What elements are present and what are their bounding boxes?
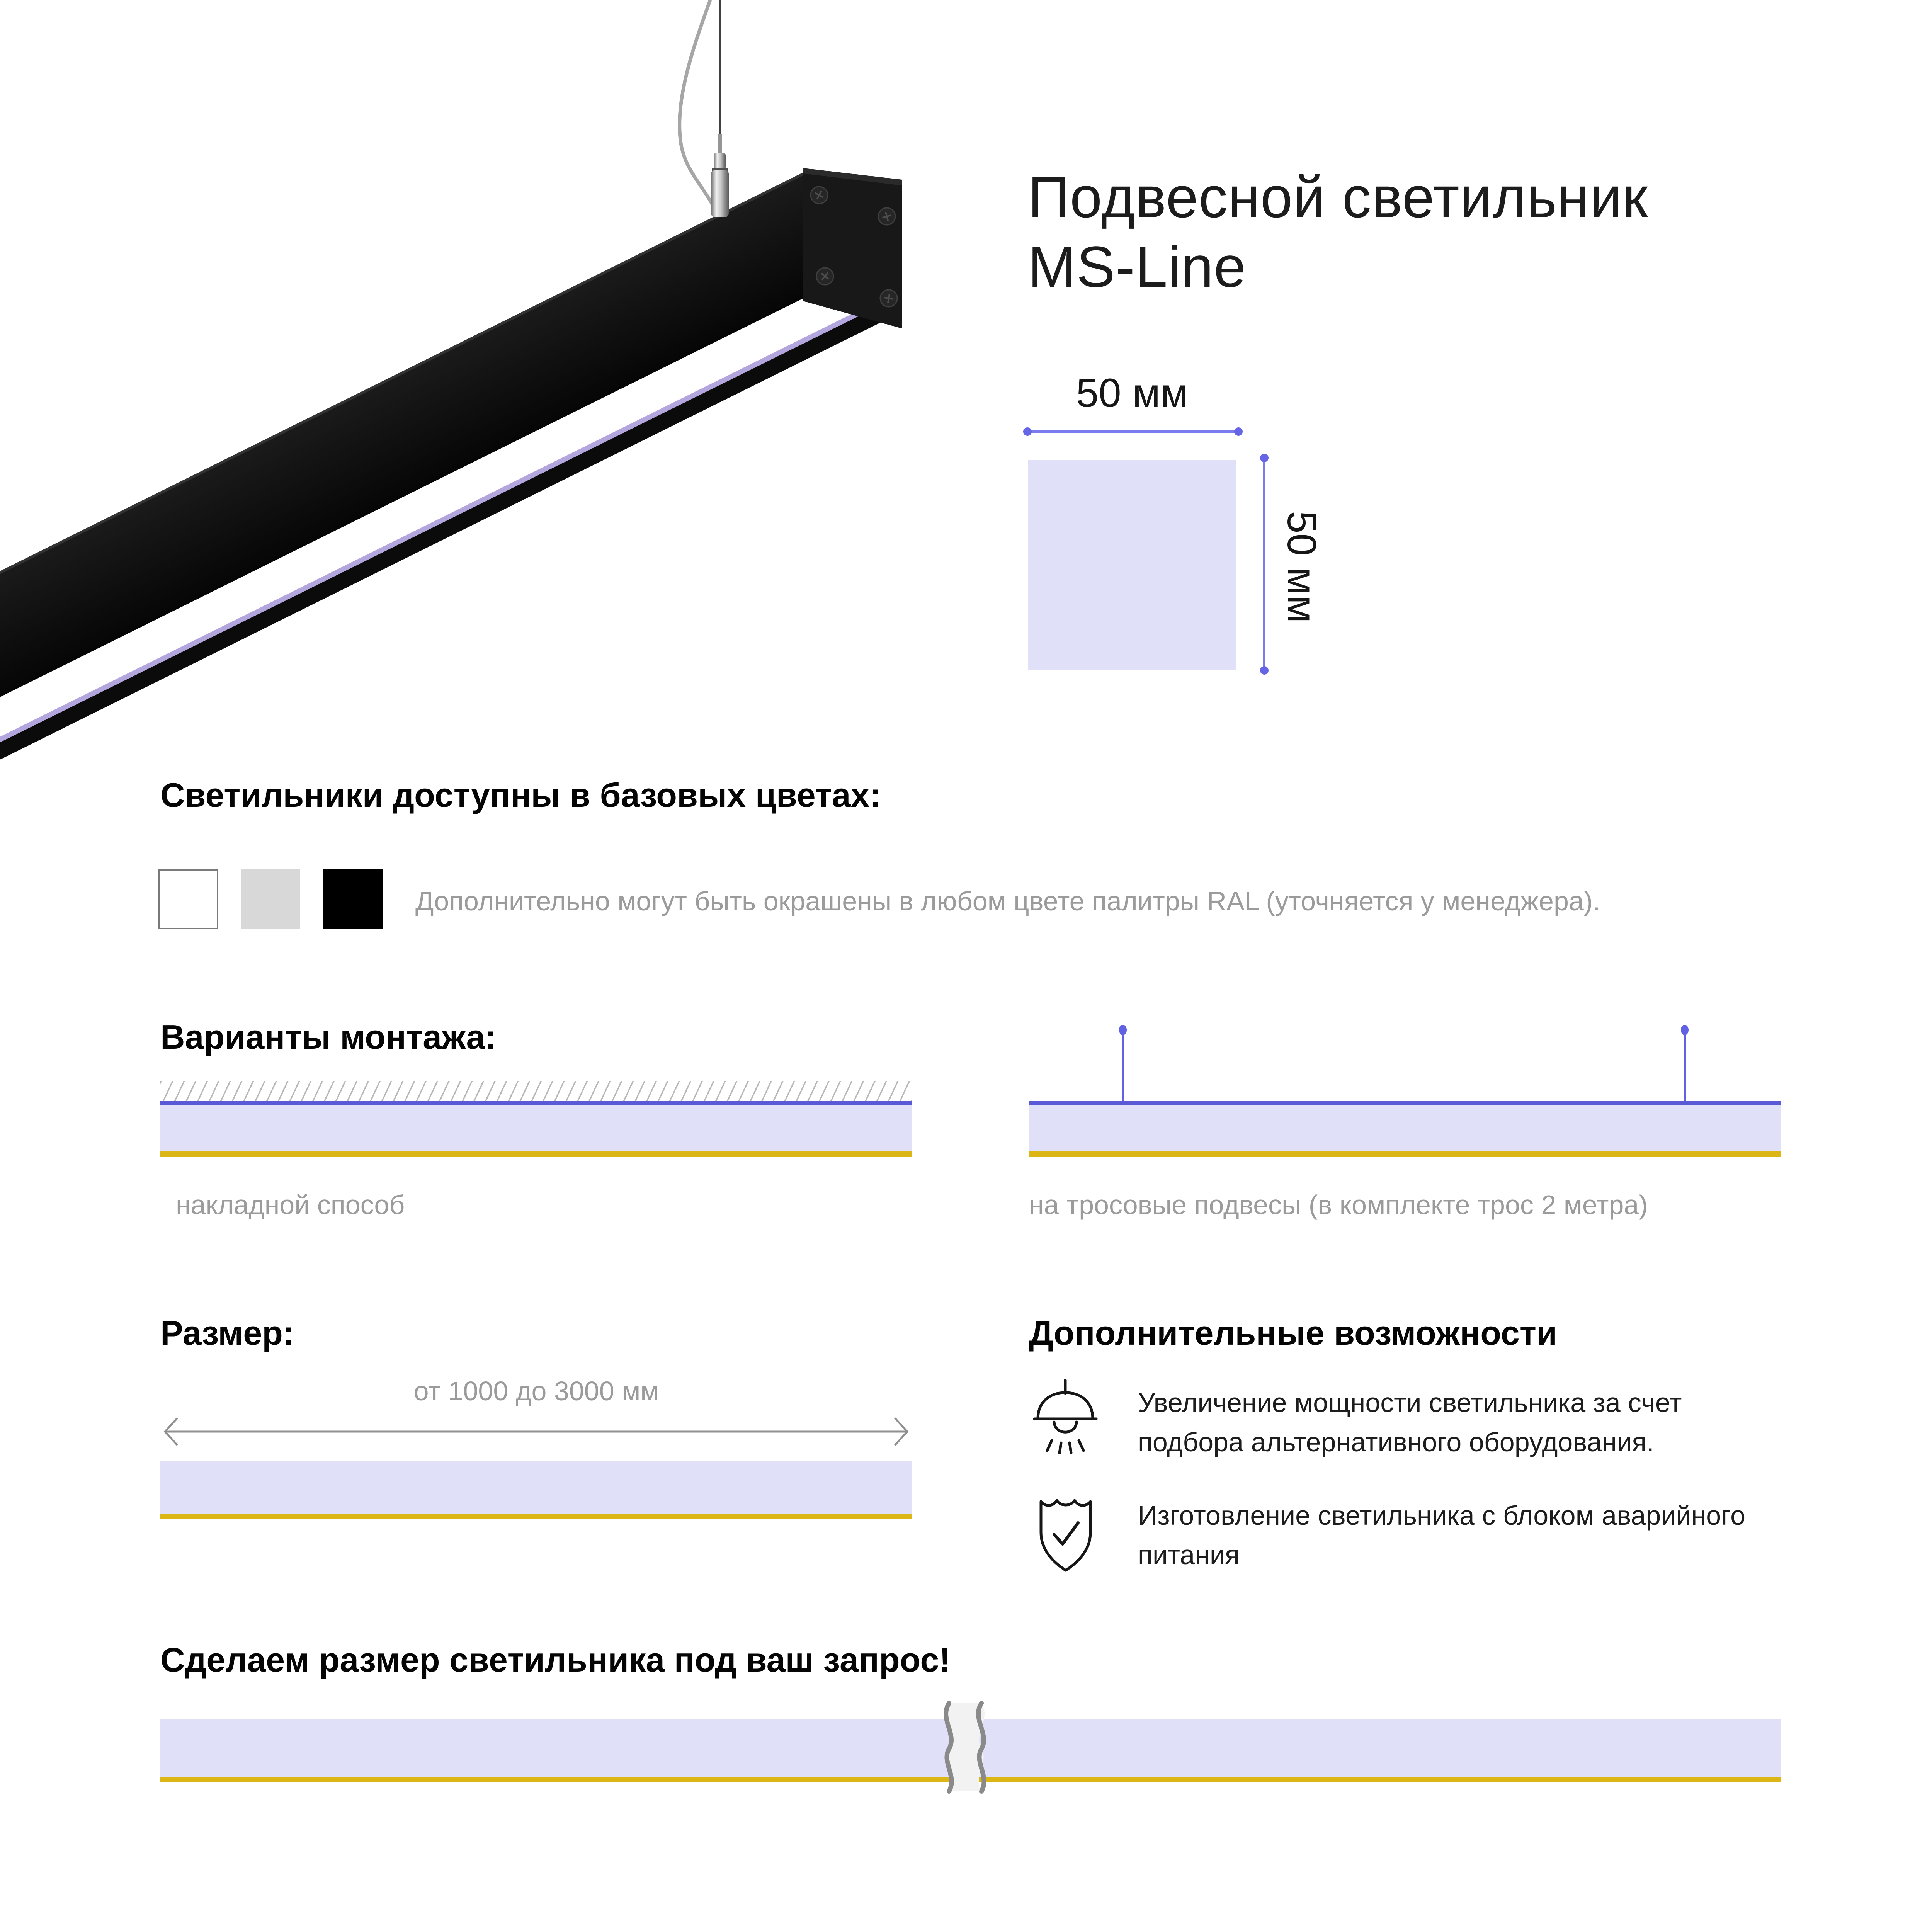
color-swatch-gray xyxy=(241,869,300,929)
height-dim-dot-top xyxy=(1260,454,1269,462)
width-dim-dot-left xyxy=(1023,427,1032,436)
width-dimension-label: 50 мм xyxy=(1076,371,1189,416)
height-dimension-line xyxy=(1263,457,1265,671)
product-photo xyxy=(0,0,927,773)
custom-size-heading: Сделаем размер светильника под ваш запрос! xyxy=(160,1641,951,1679)
profile-cross-section xyxy=(1028,460,1236,670)
size-range-label: от 1000 до 3000 мм xyxy=(413,1376,659,1406)
pendant-lamp-icon xyxy=(1032,1379,1098,1462)
page-title-line2: MS-Line xyxy=(1028,234,1247,299)
page-title xyxy=(1028,162,1648,301)
cable-mount-diagram xyxy=(1029,1101,1781,1157)
suspension-pin-left xyxy=(1122,1029,1124,1102)
color-swatch-white xyxy=(158,869,218,929)
cable-mount-caption: на тросовые подвесы (в комплекте трос 2 метра) xyxy=(1029,1190,1648,1220)
feature-text-power: Увеличение мощности светильника за счет подбора альтернативного оборудования. xyxy=(1138,1388,1682,1457)
size-arrow-icon xyxy=(160,1414,912,1449)
features-heading: Дополнительные возможности xyxy=(1029,1314,1558,1352)
height-dim-dot-bottom xyxy=(1260,666,1269,675)
length-break-icon xyxy=(930,1699,1000,1795)
colors-heading: Светильники доступны в базовых цветах: xyxy=(160,776,881,814)
shield-check-icon xyxy=(1035,1490,1097,1573)
suspension-pin-right xyxy=(1684,1029,1686,1102)
page-title-line1: Подвесной светильник xyxy=(1028,165,1648,230)
surface-mount-caption: накладной способ xyxy=(176,1190,405,1220)
size-bar-diagram xyxy=(160,1461,912,1519)
size-heading: Размер: xyxy=(160,1314,294,1352)
width-dimension-line xyxy=(1027,430,1238,433)
ceiling-hatch xyxy=(160,1081,912,1101)
mounting-heading: Варианты монтажа: xyxy=(160,1018,497,1056)
cable-gripper-icon xyxy=(711,134,729,217)
power-cord xyxy=(680,0,716,211)
height-dimension-label: 50 мм xyxy=(1279,511,1324,623)
width-dim-dot-right xyxy=(1234,427,1243,436)
surface-mount-diagram xyxy=(160,1101,912,1157)
lamp-end-cap xyxy=(803,168,902,328)
feature-text-emergency: Изготовление светильника с блоком аварийного питания xyxy=(1138,1500,1746,1570)
colors-note: Дополнительно могут быть окрашены в любом цвете палитры RAL (уточняется у менеджера). xyxy=(415,886,1600,916)
color-swatch-black xyxy=(323,869,383,929)
lamp-body xyxy=(0,170,883,773)
